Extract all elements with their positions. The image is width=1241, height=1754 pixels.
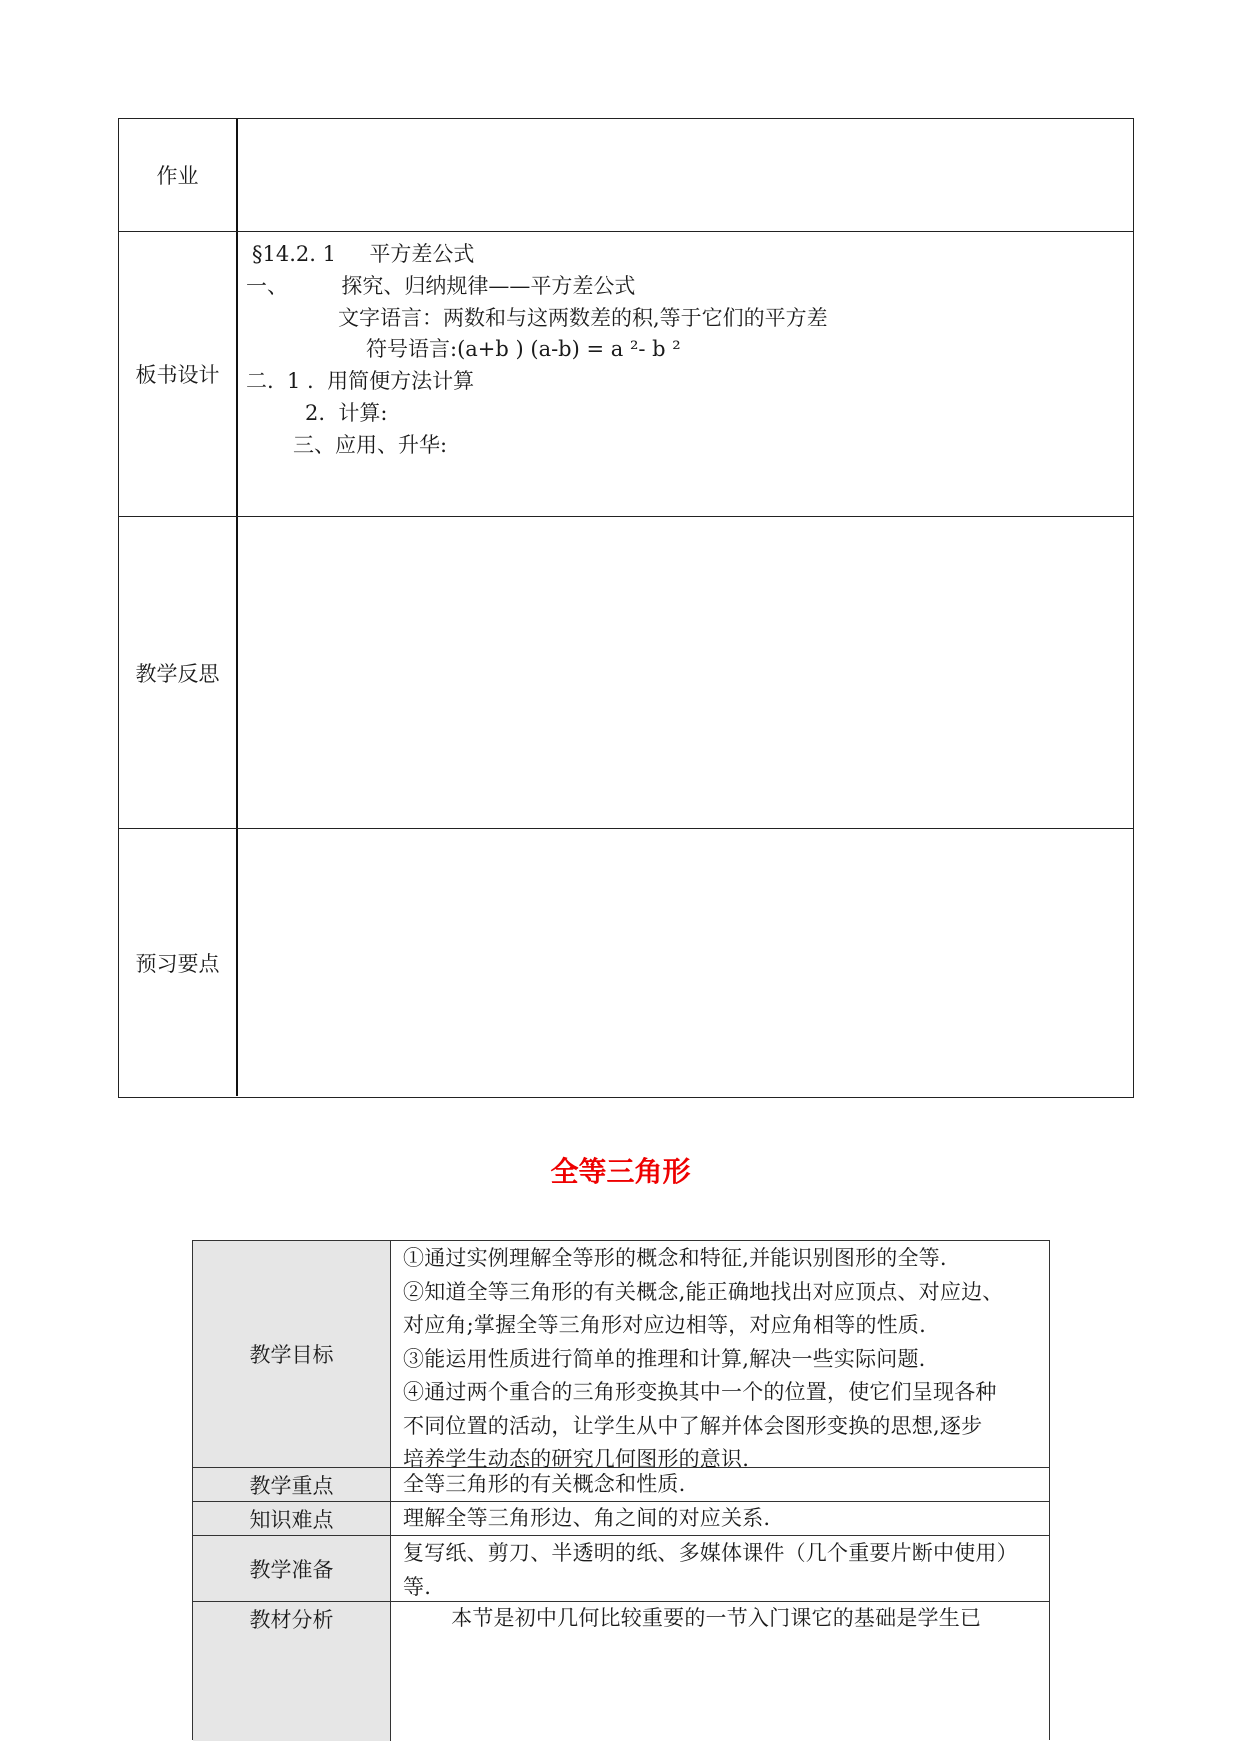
table-row-key-points [193,1467,1049,1501]
board-line: 2. 计算: [305,401,388,425]
row-label-reflection: 教学反思 [119,517,238,828]
homework-content [238,119,1133,231]
objectives-content [403,1241,1039,1471]
table-row-analysis [193,1601,1049,1741]
objective-line: 对应角;掌握全等三角形对应边相等，对应角相等的性质. [403,1313,926,1337]
preparation-line: 等. [403,1574,432,1599]
objective-line: ③能运用性质进行简单的推理和计算,解决一些实际问题. [403,1346,926,1371]
board-line: 文字语言：两数和与这两数差的积,等于它们的平方差 [338,306,828,330]
row-label-board-design: 板书设计 [119,232,238,516]
preparation-content [403,1536,1039,1601]
preparation-line: 复写纸、剪刀、半透明的纸、多媒体课件（几个重要片断中使用） [403,1541,1018,1565]
reflection-content [238,517,1133,828]
table-row-preparation [193,1535,1049,1601]
board-line: 三、应用、升华: [293,433,448,457]
row-label-preview: 预习要点 [119,829,238,1096]
analysis-content [403,1602,1039,1741]
lesson-plan-table [192,1240,1050,1740]
row-label-homework: 作业 [119,119,238,231]
difficulties-content [403,1502,1039,1535]
section-title: 全等三角形 [550,1155,691,1188]
objective-line: ④通过两个重合的三角形变换其中一个的位置，使它们呈现各种 [403,1380,997,1404]
table-row-difficulties [193,1501,1049,1535]
lesson-table [118,118,1134,1098]
board-line: 二. 1 . 用简便方法计算 [246,369,475,393]
table-row-homework [119,119,1133,231]
objective-line: ①通过实例理解全等形的概念和特征,并能识别图形的全等. [403,1246,947,1270]
analysis-line: 本节是初中几何比较重要的一节入门课它的基础是学生已 [403,1606,982,1630]
objective-line: 不同位置的活动，让学生从中了解并体会图形变换的思想,逐步 [403,1413,983,1438]
preview-content [238,829,1133,1096]
objective-line: 培养学生动态的研究几何图形的意识. [403,1447,750,1471]
row-label-analysis: 教材分析 [193,1602,391,1741]
board-line: 一、 探究、归纳规律——平方差公式 [246,274,636,298]
row-label-difficulties: 知识难点 [193,1502,391,1535]
table-row-board-design [119,231,1133,516]
board-line: §14.2. 1 平方差公式 [252,242,475,266]
row-label-objectives: 教学目标 [193,1241,391,1467]
table-row-preview [119,828,1133,1096]
row-label-preparation: 教学准备 [193,1536,391,1601]
objective-line: ②知道全等三角形的有关概念,能正确地找出对应顶点、对应边、 [403,1279,1004,1304]
row-label-key-points: 教学重点 [193,1468,391,1501]
table-row-reflection [119,516,1133,828]
board-design-content [238,232,1133,516]
difficulty-line: 理解全等三角形边、角之间的对应关系. [403,1506,771,1530]
table-row-objectives [193,1241,1049,1471]
key-point-line: 全等三角形的有关概念和性质. [403,1472,686,1496]
key-points-content [403,1468,1039,1501]
board-line: 符号语言:(a+b ) (a-b) = a ²- b ² [366,337,681,361]
